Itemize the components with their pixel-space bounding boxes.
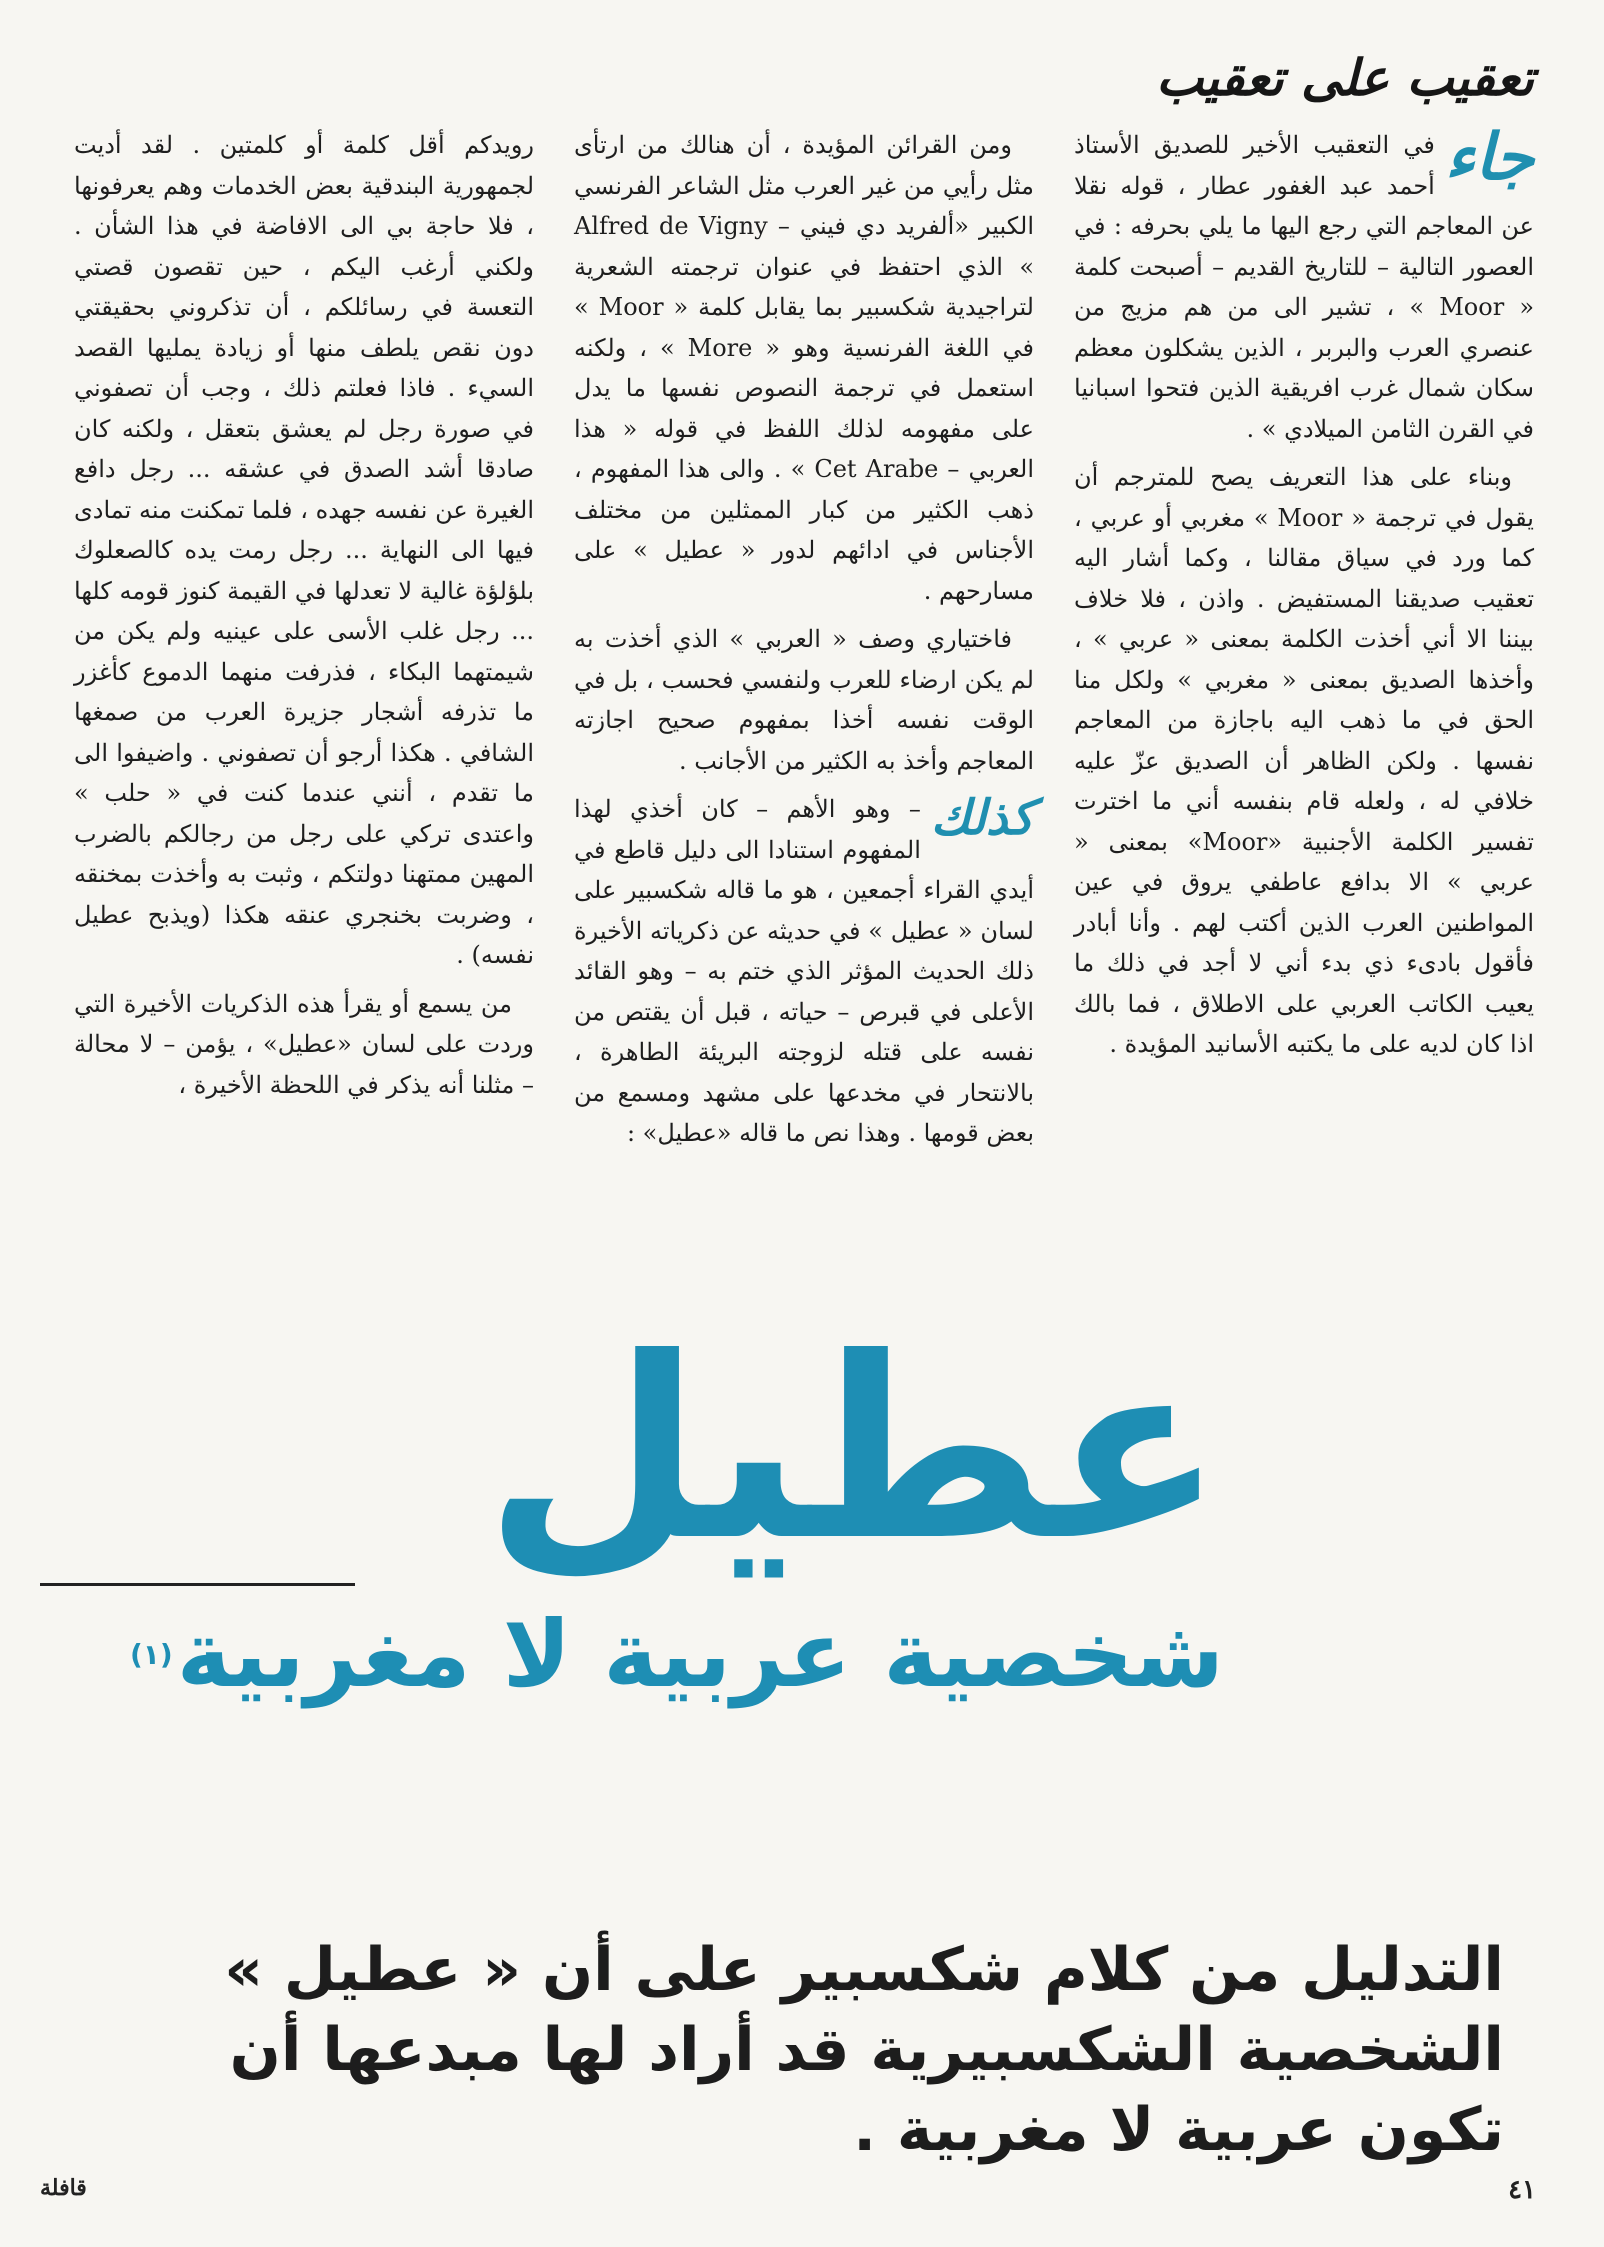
paragraph: رويدكم أقل كلمة أو كلمتين . لقد أديت لجمهورية البندقية بعض الخدمات وهم يعرفونها ، فلا حاجة بي الى الافاضة في هذا الشأن . ولكني أرغب اليكم ، حين تقصون قصتي التعسة في رسائلكم ، أن تذكروني بحقيقتي دون نقص يلطف منها أو زيادة يمليها القصد السيء . فاذا فعلتم ذلك ، وجب أن تصفوني في صورة رجل لم يعشق بتعقل ، ولكنه كان صادقا أشد الصدق في عشقه ... رجل دافع الغيرة عن نفسه جهده ، فلما تمكنت منه تمادى فيها الى النهاية ... رجل رمت يده كالصعلوك بلؤلؤة غالية لا تعدلها في القيمة كنوز قومه كلها ... رجل غلب الأسى على عينيه ولم يكن من شيمتهما البكاء ، فذرفت منهما الدموع كأغزر ما تذرفه أشجار جزيرة العرب من صمغها الشافي . هكذا أرجو أن تصفوني . واضيفوا الى ما تقدم ، أنني عندما كنت في « حلب » واعتدى تركي على رجل من رجالكم بالضرب المهين ممتهنا دولتكم ، وثبت به وأخذت بمخنقه ، وضربت بخنجري عنقه هكذا (ويذبح عطيل نفسه) . xyxy=(74,131,534,969)
article-column-1 xyxy=(1074,120,1535,1073)
magazine-name: قافلة xyxy=(40,2175,87,2201)
paragraph-text: في التعقيب الأخير للصديق الأستاذ أحمد عبد الغفور عطار ، قوله نقلا عن المعاجم التي رجع اليها ما يلي بحرفه : في العصور التالية – للتاريخ القديم – أصبحت كلمة « Moor » ، تشير الى من هم مزيج من عنصري العرب والبربر ، الذين يشكلون معظم سكان شمال غرب افريقية الذين فتحوا اسبانيا في القرن الثامن الميلادي » . xyxy=(1074,131,1535,443)
paragraph xyxy=(574,789,1034,1154)
article-column-2 xyxy=(574,125,1034,1162)
feature-summary-line-1: التدليل من كلام شكسبير على أن « عطيل » xyxy=(224,1935,1504,2005)
feature-subtitle xyxy=(130,1600,1224,1710)
paragraph: ومن القرائن المؤيدة ، أن هنالك من ارتأى مثل رأيي من غير العرب مثل الشاعر الفرنسي الكبير «ألفريد دي فيني – Alfred de Vigny » الذي احتفظ في عنوان ترجمته الشعرية لتراجيدية شكسبير بما يقابل كلمة « Moor » في اللغة الفرنسية وهو « More » ، ولكنه استعمل في ترجمة النصوص نفسها ما يدل على مفهومه لذلك اللفظ في قوله « هذا العربي – Cet Arabe » . والى هذا المفهوم ، ذهب الكثير من كبار الممثلين من مختلف الأجناس في ادائهم لدور « عطيل » على مسارحهم . xyxy=(574,131,1034,605)
dropcap: كذلك xyxy=(930,790,1034,846)
feature-subtitle-text: شخصية عربية لا مغربية xyxy=(176,1601,1224,1708)
paragraph: فاختياري وصف « العربي » الذي أخذت به لم يكن ارضاء للعرب ولنفسي فحسب ، بل في الوقت نفسه أخذا بمفهوم صحيح اجازته المعاجم وأخذ به الكثير من الأجانب . xyxy=(574,625,1034,775)
section-title: تعقيب على تعقيب xyxy=(1156,48,1534,107)
article-column-3 xyxy=(74,125,534,1113)
feature-title: عطيل xyxy=(484,1304,1224,1595)
paragraph: من يسمع أو يقرأ هذه الذكريات الأخيرة التي وردت على لسان «عطيل» ، يؤمن – لا محالة – مثلنا أنه يذكر في اللحظة الأخيرة ، xyxy=(74,989,534,1099)
page-number: ٤١ xyxy=(1508,2175,1536,2205)
paragraph-text: – وهو الأهم – كان أخذي لهذا المفهوم استنادا الى دليل قاطع في أيدي القراء أجمعين ، هو ما قاله شكسبير على لسان « عطيل » في حديثه عن ذكرياته الأخيرة ذلك الحديث المؤثر الذي ختم به – وهو القائد الأعلى في قبرص – حياته ، قبل أن يقتص من نفسه على قتله لزوجته البريئة الطاهرة ، بالانتحار في مخدعها على مشهد ومسمع من بعض قومها . وهذا نص ما قاله «عطيل» : xyxy=(574,795,1034,1147)
dropcap: جاء xyxy=(1444,120,1534,195)
paragraph xyxy=(1074,120,1535,449)
feature-summary-line-2: الشخصية الشكسبيرية قد أراد لها مبدعها أن تكون عربية لا مغربية . xyxy=(229,2015,1504,2165)
title-divider xyxy=(40,1583,355,1586)
footnote-marker: (١) xyxy=(129,1638,173,1671)
paragraph: وبناء على هذا التعريف يصح للمترجم أن يقول في ترجمة « Moor » مغربي أو عربي ، كما ورد في سياق مقالنا ، وكما أشار اليه تعقيب صديقنا المستفيض . واذن ، فلا خلاف بيننا الا أني أخذت الكلمة بمعنى « عربي » ، وأخذها الصديق بمعنى « مغربي » ولكل منا الحق في ما ذهب اليه باجازة من المعاجم نفسها . ولكن الظاهر أن الصديق عزّ عليه خلافي له ، ولعله قام بنفسه أني ما اخترت تفسير الكلمة الأجنبية «Moor» بمعنى « عربي » الا بدافع عاطفي يروق في عين المواطنين العرب الذين أكتب لهم . وأنا أبادر فأقول بادىء ذي بدء أني لا أجد في ذلك ما يعيب الكاتب العربي على الاطلاق ، فما بالك اذا كان لديه على ما يكتبه الأسانيد المؤيدة . xyxy=(1074,463,1534,1058)
